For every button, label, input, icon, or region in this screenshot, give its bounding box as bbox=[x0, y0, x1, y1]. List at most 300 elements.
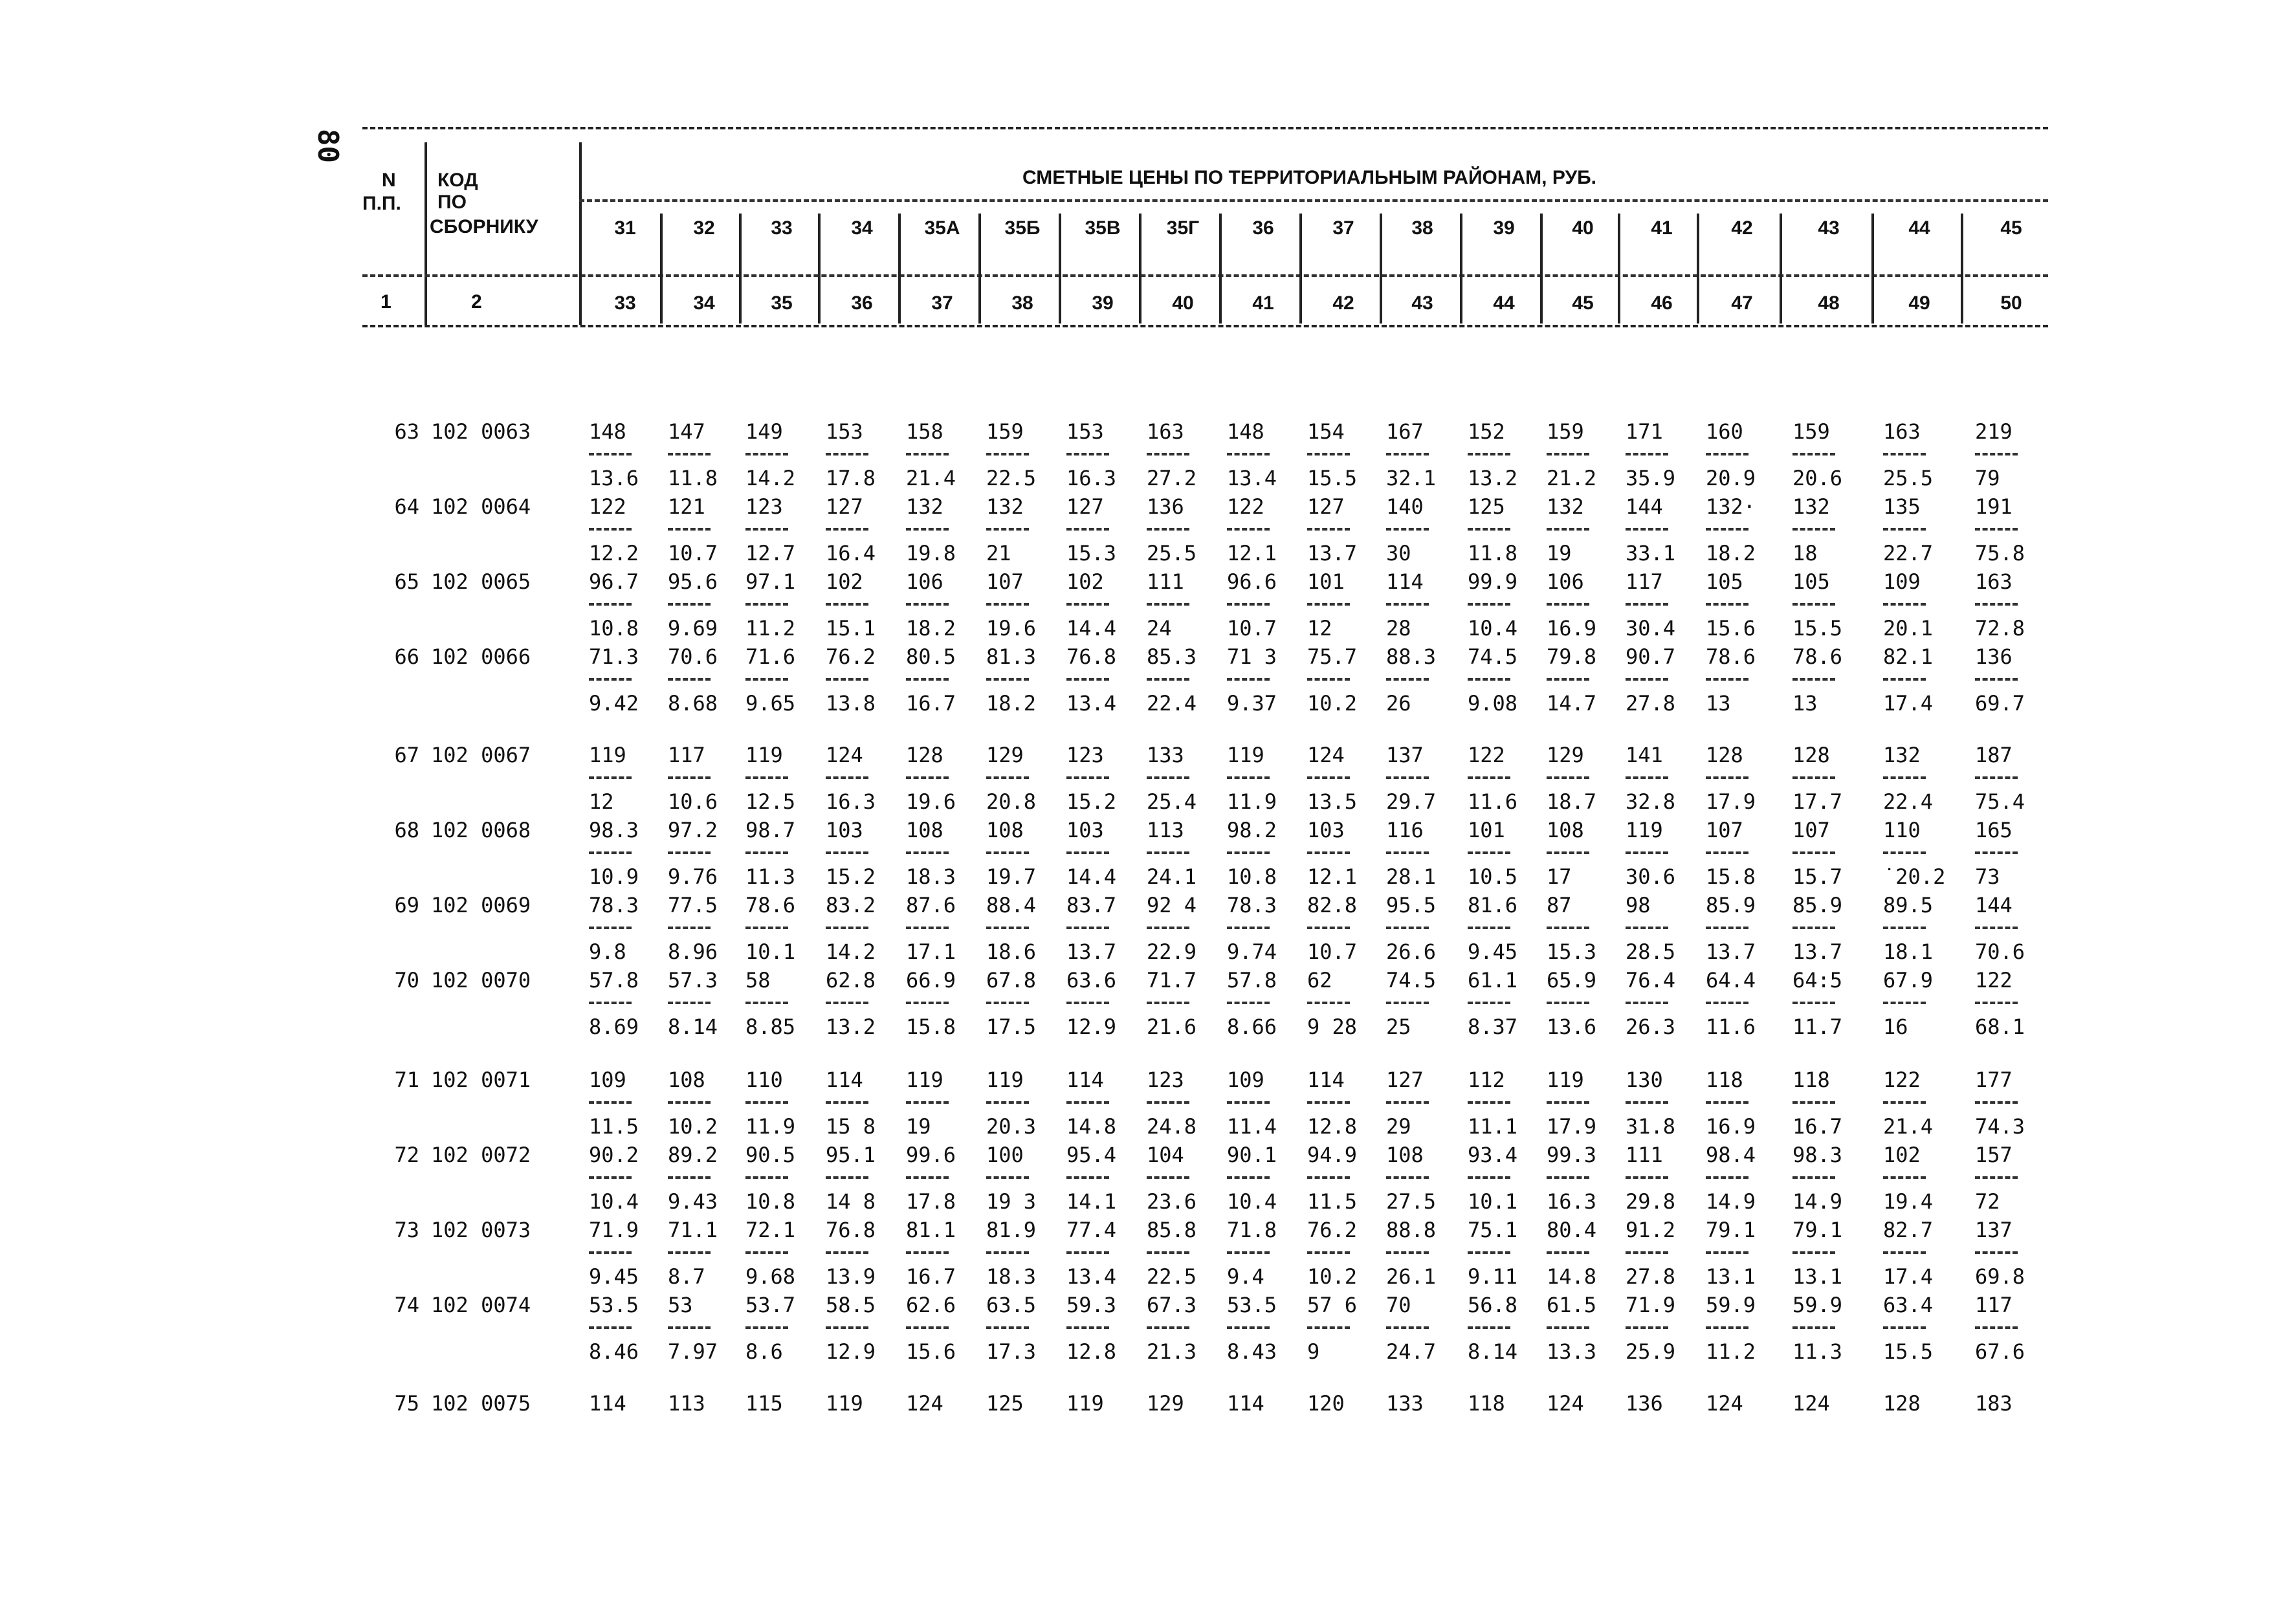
fraction-line bbox=[668, 776, 711, 779]
region-header: 44 bbox=[1908, 217, 1930, 239]
price-upper: 125 bbox=[986, 1391, 1024, 1416]
price-upper: 118 bbox=[1706, 1068, 1743, 1092]
fraction-line bbox=[589, 603, 632, 606]
price-lower: 10.4 bbox=[1468, 616, 1518, 641]
price-upper: 76.8 bbox=[826, 1218, 876, 1242]
price-upper: 99.3 bbox=[1547, 1143, 1597, 1167]
price-upper: 119 bbox=[1066, 1391, 1104, 1416]
fraction-line bbox=[589, 851, 632, 854]
fraction-line bbox=[1147, 1251, 1189, 1254]
price-upper: 171 bbox=[1626, 419, 1663, 444]
column-number: 41 bbox=[1252, 292, 1274, 314]
price-lower: 20.3 bbox=[986, 1114, 1037, 1139]
fraction-line bbox=[1066, 603, 1109, 606]
fraction-line bbox=[1227, 1002, 1270, 1004]
price-upper: 183 bbox=[1975, 1391, 2013, 1416]
fraction-line bbox=[1227, 1251, 1270, 1254]
fraction-line bbox=[986, 927, 1029, 929]
fraction-line bbox=[1975, 528, 2018, 531]
price-lower: 21.4 bbox=[906, 466, 956, 490]
fraction-line bbox=[1307, 1002, 1350, 1004]
price-upper: 88.3 bbox=[1386, 644, 1437, 669]
price-lower: 22.5 bbox=[986, 466, 1037, 490]
fraction-line bbox=[1066, 453, 1109, 455]
price-lower: 13.8 bbox=[826, 691, 876, 716]
price-upper: 163 bbox=[1883, 419, 1921, 444]
price-lower: 8.96 bbox=[668, 939, 718, 964]
column-number: 44 bbox=[1493, 292, 1515, 314]
fraction-line bbox=[1547, 528, 1589, 531]
price-upper: 76.4 bbox=[1626, 968, 1676, 993]
price-lower: ˙20.2 bbox=[1883, 864, 1946, 889]
price-lower: 69.8 bbox=[1975, 1264, 2025, 1289]
price-lower: 21.4 bbox=[1883, 1114, 1934, 1139]
index-1: 1 bbox=[380, 291, 392, 313]
column-n-label: N bbox=[382, 170, 396, 191]
price-lower: 17.8 bbox=[906, 1189, 956, 1214]
fraction-line bbox=[1792, 1002, 1835, 1004]
price-lower: 68.1 bbox=[1975, 1015, 2025, 1039]
price-lower: 9.69 bbox=[668, 616, 718, 641]
price-lower: 17 bbox=[1547, 864, 1572, 889]
price-upper: 119 bbox=[1547, 1068, 1584, 1092]
price-lower: 12.8 bbox=[1066, 1339, 1117, 1364]
fraction-line bbox=[1975, 678, 2018, 681]
price-lower: 11.1 bbox=[1468, 1114, 1518, 1139]
price-upper: 103 bbox=[826, 818, 863, 842]
price-upper: 71.9 bbox=[589, 1218, 639, 1242]
price-upper: 101 bbox=[1307, 569, 1345, 594]
price-lower: 31.8 bbox=[1626, 1114, 1676, 1139]
region-header: 32 bbox=[693, 217, 715, 239]
row-code: 102 0066 bbox=[431, 644, 531, 669]
price-lower: 25.5 bbox=[1147, 541, 1197, 565]
price-upper: 67.9 bbox=[1883, 968, 1934, 993]
price-upper: 53.7 bbox=[745, 1293, 796, 1317]
price-lower: 29.7 bbox=[1386, 789, 1437, 814]
fraction-line bbox=[826, 603, 868, 606]
price-upper: 108 bbox=[1547, 818, 1584, 842]
column-n-label-2: П.П. bbox=[362, 193, 401, 214]
fraction-line bbox=[1792, 851, 1835, 854]
price-upper: 113 bbox=[668, 1391, 705, 1416]
fraction-line bbox=[1227, 678, 1270, 681]
row-code: 102 0065 bbox=[431, 569, 531, 594]
row-number: 65 bbox=[394, 569, 419, 594]
fraction-line bbox=[1547, 603, 1589, 606]
price-upper: 85.9 bbox=[1706, 893, 1756, 917]
price-upper: 140 bbox=[1386, 494, 1424, 519]
price-lower: 9.42 bbox=[589, 691, 639, 716]
price-lower: 10.1 bbox=[1468, 1189, 1518, 1214]
price-lower: 17.4 bbox=[1883, 691, 1934, 716]
price-upper: 114 bbox=[1307, 1068, 1345, 1092]
price-upper: 90.5 bbox=[745, 1143, 796, 1167]
price-lower: 14.1 bbox=[1066, 1189, 1117, 1214]
price-upper: 58 bbox=[745, 968, 771, 993]
fraction-line bbox=[986, 1326, 1029, 1329]
price-lower: 15.6 bbox=[906, 1339, 956, 1364]
price-upper: 124 bbox=[1307, 743, 1345, 767]
regions-title: СМЕТНЫЕ ЦЕНЫ ПО ТЕРРИТОРИАЛЬНЫМ РАЙОНАМ, РУБ. bbox=[1022, 167, 1597, 188]
header-rule bbox=[362, 274, 2048, 277]
column-number: 36 bbox=[851, 292, 873, 314]
fraction-line bbox=[589, 1176, 632, 1179]
price-upper: 110 bbox=[745, 1068, 783, 1092]
price-upper: 129 bbox=[1147, 1391, 1184, 1416]
fraction-line bbox=[826, 528, 868, 531]
fraction-line bbox=[1468, 776, 1510, 779]
price-upper: 66.9 bbox=[906, 968, 956, 993]
fraction-line bbox=[906, 603, 949, 606]
fraction-line bbox=[1626, 1251, 1668, 1254]
region-header: 41 bbox=[1651, 217, 1673, 239]
region-header: 35А bbox=[924, 217, 960, 239]
region-header: 45 bbox=[2000, 217, 2022, 239]
price-upper: 64:5 bbox=[1792, 968, 1843, 993]
price-lower: 23.6 bbox=[1147, 1189, 1197, 1214]
fraction-line bbox=[906, 678, 949, 681]
fraction-line bbox=[1227, 603, 1270, 606]
price-upper: 71 3 bbox=[1227, 644, 1277, 669]
price-upper: 109 bbox=[1227, 1068, 1264, 1092]
fraction-line bbox=[1975, 603, 2018, 606]
fraction-line bbox=[589, 1101, 632, 1104]
price-lower: 20.6 bbox=[1792, 466, 1843, 490]
price-lower: 12 bbox=[1307, 616, 1332, 641]
row-number: 64 bbox=[394, 494, 419, 519]
price-upper: 121 bbox=[668, 494, 705, 519]
price-upper: 111 bbox=[1626, 1143, 1663, 1167]
fraction-line bbox=[1626, 453, 1668, 455]
price-lower: 15.3 bbox=[1066, 541, 1117, 565]
price-upper: 96.7 bbox=[589, 569, 639, 594]
price-upper: 57.8 bbox=[1227, 968, 1277, 993]
price-lower: 18.6 bbox=[986, 939, 1037, 964]
fraction-line bbox=[986, 851, 1029, 854]
price-lower: 13.3 bbox=[1547, 1339, 1597, 1364]
fraction-line bbox=[1883, 603, 1926, 606]
price-lower: 10.8 bbox=[589, 616, 639, 641]
price-lower: 8.14 bbox=[1468, 1339, 1518, 1364]
price-upper: 153 bbox=[1066, 419, 1104, 444]
price-lower: 10.8 bbox=[745, 1189, 796, 1214]
price-upper: 91.2 bbox=[1626, 1218, 1676, 1242]
price-lower: 14.2 bbox=[745, 466, 796, 490]
fraction-line bbox=[1386, 1101, 1429, 1104]
price-upper: 128 bbox=[1706, 743, 1743, 767]
fraction-line bbox=[1307, 1101, 1350, 1104]
price-lower: 8.6 bbox=[745, 1339, 783, 1364]
price-lower: 15.2 bbox=[1066, 789, 1117, 814]
fraction-line bbox=[1883, 1326, 1926, 1329]
price-upper: 97.2 bbox=[668, 818, 718, 842]
price-lower: 26 bbox=[1386, 691, 1411, 716]
price-upper: 99.9 bbox=[1468, 569, 1518, 594]
price-upper: 98.3 bbox=[1792, 1143, 1843, 1167]
price-upper: 76.2 bbox=[826, 644, 876, 669]
fraction-line bbox=[1386, 528, 1429, 531]
price-lower: 27.2 bbox=[1147, 466, 1197, 490]
fraction-line bbox=[1975, 1176, 2018, 1179]
fraction-line bbox=[1883, 1002, 1926, 1004]
fraction-line bbox=[906, 1101, 949, 1104]
fraction-line bbox=[906, 1002, 949, 1004]
price-upper: 124 bbox=[826, 743, 863, 767]
fraction-line bbox=[826, 1326, 868, 1329]
row-code: 102 0073 bbox=[431, 1218, 531, 1242]
price-upper: 136 bbox=[1147, 494, 1184, 519]
price-lower: 13.7 bbox=[1792, 939, 1843, 964]
price-upper: 95.4 bbox=[1066, 1143, 1117, 1167]
price-upper: 90.7 bbox=[1626, 644, 1676, 669]
price-upper: 105 bbox=[1792, 569, 1830, 594]
price-upper: 108 bbox=[668, 1068, 705, 1092]
fraction-line bbox=[1626, 1101, 1668, 1104]
price-upper: 114 bbox=[1386, 569, 1424, 594]
price-upper: 135 bbox=[1883, 494, 1921, 519]
price-lower: 18 bbox=[1792, 541, 1818, 565]
fraction-line bbox=[668, 927, 711, 929]
price-upper: 118 bbox=[1792, 1068, 1830, 1092]
fraction-line bbox=[1066, 1101, 1109, 1104]
fraction-line bbox=[745, 1251, 788, 1254]
price-lower: 11.5 bbox=[1307, 1189, 1358, 1214]
price-lower: 10.2 bbox=[1307, 1264, 1358, 1289]
price-lower: 18.7 bbox=[1547, 789, 1597, 814]
price-lower: 13.4 bbox=[1227, 466, 1277, 490]
price-upper: 115 bbox=[745, 1391, 783, 1416]
price-upper: 75.1 bbox=[1468, 1218, 1518, 1242]
price-lower: 18.2 bbox=[1706, 541, 1756, 565]
price-upper: 106 bbox=[1547, 569, 1584, 594]
price-lower: 20.8 bbox=[986, 789, 1037, 814]
fraction-line bbox=[1066, 851, 1109, 854]
fraction-line bbox=[1386, 776, 1429, 779]
price-lower: 25.9 bbox=[1626, 1339, 1676, 1364]
fraction-line bbox=[745, 927, 788, 929]
price-lower: 30.4 bbox=[1626, 616, 1676, 641]
fraction-line bbox=[1468, 1251, 1510, 1254]
fraction-line bbox=[1706, 1251, 1748, 1254]
fraction-line bbox=[668, 1326, 711, 1329]
fraction-line bbox=[1307, 528, 1350, 531]
price-upper: 122 bbox=[1975, 968, 2013, 993]
price-lower: 8.85 bbox=[745, 1015, 796, 1039]
row-code: 102 0072 bbox=[431, 1143, 531, 1167]
price-upper: 111 bbox=[1147, 569, 1184, 594]
price-upper: 90.1 bbox=[1227, 1143, 1277, 1167]
price-upper: 107 bbox=[1706, 818, 1743, 842]
price-lower: 9.74 bbox=[1227, 939, 1277, 964]
price-lower: 13.2 bbox=[826, 1015, 876, 1039]
fraction-line bbox=[745, 603, 788, 606]
fraction-line bbox=[1386, 927, 1429, 929]
fraction-line bbox=[826, 1002, 868, 1004]
price-lower: 17.9 bbox=[1547, 1114, 1597, 1139]
price-lower: 10.1 bbox=[745, 939, 796, 964]
price-lower: 26.6 bbox=[1386, 939, 1437, 964]
price-lower: 16.9 bbox=[1706, 1114, 1756, 1139]
price-upper: 177 bbox=[1975, 1068, 2013, 1092]
price-lower: 10.7 bbox=[1227, 616, 1277, 641]
fraction-line bbox=[1386, 1002, 1429, 1004]
fraction-line bbox=[1227, 851, 1270, 854]
price-upper: 137 bbox=[1386, 743, 1424, 767]
price-lower: 18.3 bbox=[986, 1264, 1037, 1289]
fraction-line bbox=[906, 1176, 949, 1179]
fraction-line bbox=[1468, 678, 1510, 681]
fraction-line bbox=[1547, 851, 1589, 854]
price-upper: 122 bbox=[1883, 1068, 1921, 1092]
region-header: 35Г bbox=[1166, 217, 1200, 239]
price-lower: 9.37 bbox=[1227, 691, 1277, 716]
region-header: 36 bbox=[1252, 217, 1274, 239]
fraction-line bbox=[1883, 1176, 1926, 1179]
price-upper: 77.4 bbox=[1066, 1218, 1117, 1242]
fraction-line bbox=[745, 1176, 788, 1179]
column-divider bbox=[1618, 214, 1620, 324]
price-upper: 123 bbox=[1147, 1068, 1184, 1092]
fraction-line bbox=[1468, 603, 1510, 606]
price-upper: 53.5 bbox=[1227, 1293, 1277, 1317]
price-upper: 112 bbox=[1468, 1068, 1505, 1092]
price-upper: 98.7 bbox=[745, 818, 796, 842]
price-upper: 148 bbox=[589, 419, 626, 444]
price-lower: 18.3 bbox=[906, 864, 956, 889]
price-lower: 10.2 bbox=[1307, 691, 1358, 716]
price-upper: 102 bbox=[826, 569, 863, 594]
fraction-line bbox=[1792, 927, 1835, 929]
price-lower: 11.6 bbox=[1468, 789, 1518, 814]
fraction-line bbox=[1883, 776, 1926, 779]
price-upper: 108 bbox=[986, 818, 1024, 842]
price-lower: 16.3 bbox=[1066, 466, 1117, 490]
price-upper: 63.4 bbox=[1883, 1293, 1934, 1317]
price-upper: 117 bbox=[1975, 1293, 2013, 1317]
price-upper: 119 bbox=[826, 1391, 863, 1416]
fraction-line bbox=[1706, 453, 1748, 455]
price-upper: 62 bbox=[1307, 968, 1332, 993]
column-number: 48 bbox=[1818, 292, 1840, 314]
region-header: 35В bbox=[1085, 217, 1121, 239]
price-lower: 10.4 bbox=[589, 1189, 639, 1214]
price-upper: 58.5 bbox=[826, 1293, 876, 1317]
price-upper: 53.5 bbox=[589, 1293, 639, 1317]
column-divider bbox=[660, 214, 663, 324]
fraction-line bbox=[1147, 603, 1189, 606]
fraction-line bbox=[1975, 927, 2018, 929]
price-lower: 11.3 bbox=[1792, 1339, 1843, 1364]
fraction-line bbox=[906, 528, 949, 531]
region-header: 33 bbox=[771, 217, 793, 239]
price-upper: 78.3 bbox=[1227, 893, 1277, 917]
price-lower: 16 bbox=[1883, 1015, 1908, 1039]
price-upper: 81.1 bbox=[906, 1218, 956, 1242]
fraction-line bbox=[1626, 776, 1668, 779]
price-upper: 102 bbox=[1066, 569, 1104, 594]
price-upper: 71.9 bbox=[1626, 1293, 1676, 1317]
price-upper: 75.7 bbox=[1307, 644, 1358, 669]
price-upper: 129 bbox=[986, 743, 1024, 767]
price-upper: 79.1 bbox=[1706, 1218, 1756, 1242]
price-lower: 17.8 bbox=[826, 466, 876, 490]
price-lower: 9.11 bbox=[1468, 1264, 1518, 1289]
price-upper: 119 bbox=[1626, 818, 1663, 842]
price-upper: 109 bbox=[589, 1068, 626, 1092]
fraction-line bbox=[1147, 678, 1189, 681]
fraction-line bbox=[1975, 851, 2018, 854]
price-upper: 67.3 bbox=[1147, 1293, 1197, 1317]
price-upper: 76.8 bbox=[1066, 644, 1117, 669]
price-upper: 57.8 bbox=[589, 968, 639, 993]
price-lower: 72 bbox=[1975, 1189, 2000, 1214]
column-number: 40 bbox=[1172, 292, 1194, 314]
price-upper: 100 bbox=[986, 1143, 1024, 1167]
price-lower: 32.1 bbox=[1386, 466, 1437, 490]
price-lower: 20.1 bbox=[1883, 616, 1934, 641]
price-lower: 10.5 bbox=[1468, 864, 1518, 889]
price-upper: 71.3 bbox=[589, 644, 639, 669]
price-upper: 158 bbox=[906, 419, 943, 444]
price-upper: 89.5 bbox=[1883, 893, 1934, 917]
fraction-line bbox=[1792, 453, 1835, 455]
fraction-line bbox=[1066, 678, 1109, 681]
fraction-line bbox=[1227, 1326, 1270, 1329]
price-lower: 13.6 bbox=[1547, 1015, 1597, 1039]
fraction-line bbox=[1975, 453, 2018, 455]
fraction-line bbox=[1706, 678, 1748, 681]
price-upper: 108 bbox=[1386, 1143, 1424, 1167]
row-number: 72 bbox=[394, 1143, 419, 1167]
fraction-line bbox=[1626, 528, 1668, 531]
price-upper: 95.6 bbox=[668, 569, 718, 594]
header-divider bbox=[425, 142, 427, 325]
fraction-line bbox=[1386, 453, 1429, 455]
price-lower: 24 bbox=[1147, 616, 1172, 641]
price-lower: 11.2 bbox=[745, 616, 796, 641]
fraction-line bbox=[1706, 927, 1748, 929]
fraction-line bbox=[668, 453, 711, 455]
fraction-line bbox=[1468, 1176, 1510, 1179]
price-upper: 119 bbox=[589, 743, 626, 767]
price-lower: 22.9 bbox=[1147, 939, 1197, 964]
price-lower: 22.4 bbox=[1883, 789, 1934, 814]
fraction-line bbox=[1626, 1002, 1668, 1004]
price-lower: 17.7 bbox=[1792, 789, 1843, 814]
price-lower: 72.8 bbox=[1975, 616, 2025, 641]
price-upper: 103 bbox=[1307, 818, 1345, 842]
price-upper: 76.2 bbox=[1307, 1218, 1358, 1242]
price-lower: 16.3 bbox=[826, 789, 876, 814]
fraction-line bbox=[1792, 1101, 1835, 1104]
price-lower: 9 28 bbox=[1307, 1015, 1358, 1039]
column-number: 45 bbox=[1572, 292, 1594, 314]
column-divider bbox=[1139, 214, 1142, 324]
price-lower: 25 bbox=[1386, 1015, 1411, 1039]
price-lower: 15.5 bbox=[1307, 466, 1358, 490]
column-divider bbox=[579, 214, 582, 324]
fraction-line bbox=[1883, 927, 1926, 929]
price-lower: 14 8 bbox=[826, 1189, 876, 1214]
price-lower: 20.9 bbox=[1706, 466, 1756, 490]
price-upper: 81.3 bbox=[986, 644, 1037, 669]
price-lower: 16.7 bbox=[906, 1264, 956, 1289]
fraction-line bbox=[1883, 678, 1926, 681]
price-lower: 21.2 bbox=[1547, 466, 1597, 490]
price-lower: 12.2 bbox=[589, 541, 639, 565]
price-lower: 8.66 bbox=[1227, 1015, 1277, 1039]
